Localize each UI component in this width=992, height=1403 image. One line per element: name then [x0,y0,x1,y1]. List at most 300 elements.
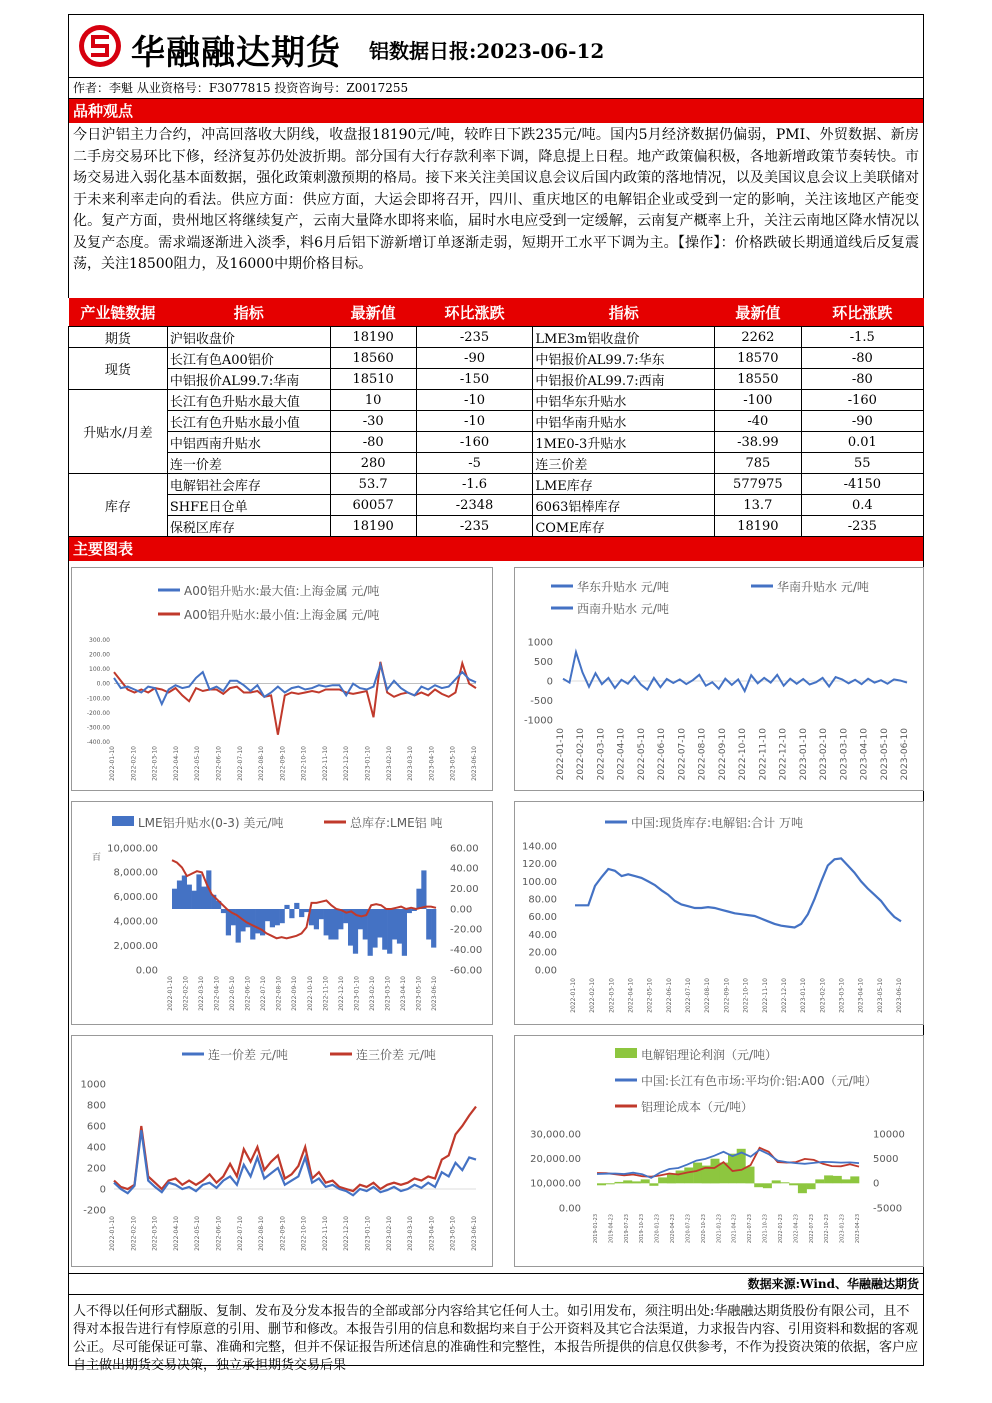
x-tick-label: 2023-04-10 [428,1216,436,1251]
indicator-cell: LME库存 [533,474,715,495]
x-tick-label: 2022-07-23 [808,1214,815,1244]
x-tick-label: 2023-04-10 [428,746,436,781]
premium-bar [402,909,407,956]
premium-bar [387,909,392,954]
x-tick-label: 2023-02-10 [368,976,376,1011]
x-tick-label: 2022-05-10 [229,976,237,1011]
x-tick-label: 2022-09-10 [717,728,728,781]
profit-bar [711,1159,720,1184]
market-view-text: 今日沪铝主力合约，冲高回落收大阴线，收盘报18190元/吨，较昨日下跌235元/吨。国内5月经济数据仍偏弱，PMI、外贸数据、新房二手房交易环比下修，经济复苏仍处波折期。部分国有大行存款利率下调，降息提上日程。地产政策偏积极，各地新增政策节奏转快。市场交易进入弱化基本面数据，强化政策刺激预期的格局。接下来关注美国议息会议后国内政策的落地情况，以及美国议息会议上美联储对于未来利率走向的看法。供应方面：供应方面，大运会即将召开，四川、重庆地区的电解铝企业或受到一定的影响，关注该地区产能变化。复产方面，贵州地区将继续复产，云南大量降水即将来临，届时水电应受到一定缓解，云南复产概率上升，关注云南地区降水情况以及复产态度。需求端逐渐进入淡季，料6月后铝下游新增订单逐渐走弱，短期开工水平下调为主。【操作】：价格跌破长期通道线后反复震荡，关注18500阻力，及16000中期价格目标。 [68,123,924,298]
x-tick-label: 2023-03-10 [407,746,415,781]
value-cell: -40 [715,411,802,432]
premium-bar [358,909,363,929]
x-tick-label: 2023-05-10 [876,978,884,1013]
category-cell: 库存 [69,474,168,537]
y-tick-label: 400 [86,1142,106,1154]
chart-china-stock [514,801,924,1025]
y-tick-label: -1000 [523,715,553,727]
y-tick-label: 300.00 [89,637,110,644]
left-tick-label: 6,000.00 [113,892,158,904]
value-cell: -80 [330,432,416,453]
premium-bar [187,885,192,909]
view-section-title: 品种观点 [68,99,924,123]
y-tick-label: -300.00 [86,724,110,732]
y-tick-label: 100.00 [522,876,557,888]
value-cell: 785 [715,453,802,474]
y-tick-label: 1000 [80,1079,106,1091]
table-row [69,453,924,474]
chart-section-title: 主要图表 [68,537,924,561]
x-tick-label: 2022-08-10 [697,728,708,781]
author-info: 作者：李魁 从业资格号：F3077815 投资咨询号：Z0017255 [68,77,924,99]
legend-min: A00铝升贴水:最小值:上海金属 元/吨 [184,608,380,622]
x-tick-label: 2022-11-10 [321,1216,329,1251]
profit-bar [658,1177,667,1183]
premium-bar [226,909,231,935]
value-cell: -80 [801,348,923,369]
profit-bar [632,1181,641,1183]
x-tick-label: 2023-06-10 [471,1216,478,1251]
value-cell: 18190 [715,516,802,537]
y-tick-label: -200.00 [86,709,110,717]
company-logo-icon [77,23,123,69]
table-header-cell: 指标 [533,298,715,327]
premium-bar [324,909,329,935]
x-tick-label: 2022-01-10 [109,1216,116,1251]
premium-bar [392,909,397,940]
x-tick-label: 2023-06-10 [900,728,910,781]
value-cell: -5 [416,453,533,474]
x-tick-label: 2023-05-10 [879,728,890,781]
x-tick-label: 2022-02-10 [130,746,138,781]
y-tick-label: 0 [99,1184,106,1196]
indicator-cell: 长江有色升贴水最大值 [167,390,330,411]
x-tick-label: 2022-07-10 [260,976,268,1011]
indicator-cell: SHFE日仓单 [167,495,330,516]
left-tick-label: 0.00 [558,1203,581,1215]
x-tick-label: 2022-09-10 [279,1216,287,1251]
x-tick-label: 2022-03-10 [596,728,607,781]
x-tick-label: 2023-05-10 [415,976,423,1011]
profit-bar [641,1179,650,1183]
premium-bar [289,909,294,918]
table-header-cell: 指标 [167,298,330,327]
right-tick-label: 10000 [873,1129,905,1141]
y-tick-label: 0.00 [96,680,110,688]
x-tick-label: 2022-10-10 [300,1216,308,1251]
value-cell: 2262 [715,327,802,348]
x-tick-label: 2023-06-10 [896,978,903,1013]
x-tick-label: 2022-04-10 [213,976,221,1011]
x-tick-label: 2022-12-10 [343,746,351,781]
profit-bar [667,1175,676,1184]
left-tick-label: 0.00 [135,965,158,977]
indicator-cell: 中铝报价AL99.7:华东 [533,348,715,369]
indicator-cell: 沪铝收盘价 [167,327,330,348]
x-tick-label: 2023-01-10 [353,976,361,1011]
x-tick-label: 2020-10-23 [700,1214,707,1244]
legend-south: 华南升贴水 元/吨 [777,580,869,594]
x-tick-label: 2022-05-10 [646,978,654,1013]
left-tick-label: 30,000.00 [530,1129,581,1141]
value-cell: 0.01 [801,432,923,453]
x-tick-label: 2022-03-10 [198,976,206,1011]
x-tick-label: 2022-02-10 [130,1216,138,1251]
y-tick-label: 80.00 [528,894,557,906]
value-cell: -30 [330,411,416,432]
premium-bar [328,909,333,940]
x-tick-label: 2023-02-10 [819,728,830,781]
value-cell: 55 [801,453,923,474]
profit-bar [676,1171,685,1184]
x-tick-label: 2023-01-10 [364,1216,372,1251]
y-tick-label: 200.00 [89,651,110,659]
legend-spread-3: 连三价差 元/吨 [356,1048,436,1062]
indicator-cell: 长江有色升贴水最小值 [167,411,330,432]
value-cell: -38.99 [715,432,802,453]
china-stock-line [575,858,901,927]
premium-bar [177,881,182,910]
x-tick-label: 2022-01-10 [167,976,174,1011]
x-tick-label: 2022-07-10 [236,746,244,781]
legend-east: 华东升贴水 元/吨 [577,580,669,594]
x-tick-label: 2020-07-23 [685,1214,692,1244]
value-cell: -2348 [416,495,533,516]
x-tick-label: 2019-01-23 [593,1214,599,1244]
premium-bar [299,909,304,917]
premium-bar [284,905,289,909]
profit-bar [649,1183,658,1186]
value-cell: 53.7 [330,474,416,495]
value-cell: -1.6 [416,474,533,495]
value-cell: 577975 [715,474,802,495]
x-tick-label: 2022-03-10 [151,746,159,781]
y-tick-label: 120.00 [522,859,557,871]
indicator-cell: 6063铝棒库存 [533,495,715,516]
series-min-line [114,662,476,735]
value-cell: -235 [801,516,923,537]
table-row [69,369,924,390]
x-tick-label: 2023-03-10 [384,976,392,1011]
x-tick-label: 2022-11-10 [322,976,330,1011]
premium-bar [221,909,226,913]
legend-spread-1: 连一价差 元/吨 [208,1048,288,1062]
series-max-line [114,665,476,704]
left-tick-label: 2,000.00 [113,940,158,952]
x-tick-label: 2022-08-10 [704,978,712,1013]
value-cell: -4150 [801,474,923,495]
right-tick-label: 60.00 [450,843,479,855]
value-cell: -90 [801,411,923,432]
left-tick-label: 4,000.00 [113,916,158,928]
x-tick-label: 2022-04-10 [172,1216,180,1251]
profit-bar [763,1183,772,1188]
value-cell: 0.4 [801,495,923,516]
indicator-cell: 中铝报价AL99.7:华南 [167,369,330,390]
premium-bar [182,876,187,910]
x-tick-label: 2022-02-10 [576,728,587,781]
x-tick-label: 2022-09-10 [279,746,287,781]
profit-bar [789,1183,798,1185]
premium-bar [426,909,431,940]
chart-profit-cost [514,1035,924,1267]
profit-bar [597,1183,606,1185]
x-tick-label: 2023-02-10 [385,1216,393,1251]
indicator-cell: 连三价差 [533,453,715,474]
value-cell: 18190 [330,327,416,348]
legend-lme-stock: 总库存:LME铝 吨 [350,816,443,830]
legend-a00-price: 中国:长江有色市场:平均价:铝:A00（元/吨） [641,1074,877,1088]
premium-bar [421,870,426,909]
y-tick-label: 500 [533,656,553,668]
y-tick-label: -400.00 [86,739,110,746]
x-tick-label: 2023-02-10 [819,978,827,1013]
indicator-cell: 中铝华东升贴水 [533,390,715,411]
x-tick-label: 2023-03-10 [839,728,850,781]
table-row [69,432,924,453]
profit-bar [693,1163,702,1184]
x-tick-label: 2022-07-10 [236,1216,244,1251]
x-tick-label: 2022-04-10 [616,728,627,781]
y-tick-label: 200 [86,1163,106,1175]
premium-bar [416,889,421,909]
x-tick-label: 2023-03-10 [407,1216,415,1251]
charts-area [68,561,924,1273]
x-tick-label: 2022-06-10 [244,976,252,1011]
y-tick-label: -100.00 [86,695,110,703]
x-tick-label: 2022-02-10 [589,978,597,1013]
x-tick-label: 2022-06-10 [215,746,223,781]
profit-bar [623,1180,632,1183]
profit-bar [815,1179,824,1183]
category-cell: 现货 [69,348,168,390]
legend-lme-premium-swatch [112,816,134,826]
premium-bar [368,909,373,956]
left-tick-label: 10,000.00 [530,1178,581,1190]
profit-bar [807,1183,816,1189]
legend-profit: 电解铝理论利润（元/吨） [641,1048,778,1062]
x-tick-label: 2022-12-10 [337,976,345,1011]
indicator-cell: LME3m铝收盘价 [533,327,715,348]
x-tick-label: 2022-11-10 [321,746,329,781]
indicator-cell: 中铝华南升贴水 [533,411,715,432]
y-tick-label: 0.00 [534,965,557,977]
y-tick-label: 0 [546,676,553,688]
left-tick-label: 10,000.00 [107,843,158,855]
table-header-row [69,298,924,327]
x-tick-label: 2022-11-10 [758,728,769,781]
profit-bar [798,1183,807,1193]
value-cell: -235 [416,327,533,348]
x-tick-label: 2022-10-10 [306,976,314,1011]
premium-bar [348,909,353,946]
legend-southwest: 西南升贴水 元/吨 [577,602,669,616]
value-cell: 280 [330,453,416,474]
x-tick-label: 2023-04-10 [399,976,407,1011]
x-tick-label: 2023-02-10 [385,746,393,781]
right-tick-label: 5000 [873,1154,899,1165]
value-cell: 13.7 [715,495,802,516]
company-name: 华融融达期货 [131,33,341,73]
premium-bar [338,909,343,929]
table-row [69,495,924,516]
x-tick-label: 2022-05-10 [636,728,647,781]
chart-calendar-spread [71,1035,493,1267]
profit-bar [606,1183,615,1184]
x-tick-label: 2022-01-10 [556,728,566,781]
legend-lme-premium: LME铝升贴水(0-3) 美元/吨 [138,816,284,830]
value-cell: -100 [715,390,802,411]
indicator-cell: 长江有色A00铝价 [167,348,330,369]
indicator-cell: 电解铝社会库存 [167,474,330,495]
left-axis-unit-label: 百 [92,853,102,863]
y-tick-label: 140.00 [522,841,557,853]
table-row [69,348,924,369]
legend-china-stock: 中国:现货库存:电解铝:合计 万吨 [631,816,803,830]
report-header [68,14,924,77]
x-tick-label: 2022-12-10 [778,728,789,781]
legend-cost: 铝理论成本（元/吨） [641,1100,754,1114]
x-tick-label: 2023-01-23 [839,1214,846,1244]
premium-bar [333,909,338,940]
indicator-cell: 1ME0-3升贴水 [533,432,715,453]
right-tick-label: -60.00 [450,965,483,977]
report-title: 铝数据日报:2023-06-12 [369,39,605,63]
category-cell: 升贴水/月差 [69,390,168,474]
report-frame [68,14,924,1373]
premium-bar [275,909,280,925]
x-tick-label: 2022-06-10 [215,1216,223,1251]
spread-1-line [114,1130,476,1195]
table-header-cell: 产业链数据 [69,298,168,327]
y-tick-label: -500 [530,695,553,707]
x-tick-label: 2023-01-10 [800,978,808,1013]
x-tick-label: 2022-06-10 [657,728,668,781]
profit-bar [824,1175,833,1183]
right-tick-label: -40.00 [450,945,483,956]
x-tick-label: 2022-04-10 [627,978,635,1013]
table-row [69,516,924,537]
x-tick-label: 2023-04-10 [857,978,865,1013]
x-tick-label: 2019-10-23 [639,1214,646,1244]
x-tick-label: 2022-10-10 [742,978,750,1013]
x-tick-label: 2021-04-23 [731,1214,738,1244]
disclaimer-text: 人不得以任何形式翻版、复制、发布及分发本报告的全部或部分内容给其它任何人士。如引用发布，须注明出处:华融融达期货股份有限公司，且不得对本报告进行有悖原意的引用、删节和修改。本报告引用的信息和数据均来自于公开资料及其它合法渠道，力求报告内容、引用资料和数据的客观公正。尽可能保证可靠、准确和完整，但并不保证报告所述信息的准确性和完整性，本报告所提供的信息仅供参考，不作为投资决策的依据，客户应自主做出期货交易决策，独立承担期货交易后果 [68,1295,924,1366]
x-tick-label: 2022-12-10 [343,1216,351,1251]
indicator-cell: COME库存 [533,516,715,537]
x-tick-label: 2023-01-10 [798,728,809,781]
table-header-cell: 环比涨跌 [416,298,533,327]
profit-bar [833,1176,842,1183]
right-tick-label: 0.00 [450,904,473,916]
y-tick-label: 100.00 [89,666,110,674]
value-cell: 18550 [715,369,802,390]
left-tick-label: 8,000.00 [113,867,158,879]
x-tick-label: 2022-05-10 [194,1216,202,1251]
x-tick-label: 2023-05-10 [449,1216,457,1251]
right-tick-label: 20.00 [450,884,479,895]
left-tick-label: 20,000.00 [530,1154,581,1165]
table-row [69,474,924,495]
premium-bar [294,903,299,909]
indicator-cell: 中铝西南升贴水 [167,432,330,453]
value-cell: -1.5 [801,327,923,348]
premium-bar [431,909,436,948]
legend-profit-swatch [615,1048,637,1058]
x-tick-label: 2022-07-10 [685,978,693,1013]
indicator-cell: 中铝报价AL99.7:西南 [533,369,715,390]
x-tick-label: 2023-03-10 [838,978,846,1013]
value-cell: 18570 [715,348,802,369]
x-tick-label: 2022-07-10 [677,728,688,781]
profit-bar [615,1182,624,1184]
y-tick-label: 600 [86,1121,106,1133]
value-cell: 60057 [330,495,416,516]
x-tick-label: 2022-01-10 [109,746,116,781]
premium-bar [172,889,177,909]
premium-bar [270,909,275,927]
y-tick-label: 1000 [527,637,553,649]
data-source: 数据来源:Wind、华融融达期货 [68,1273,924,1295]
x-tick-label: 2023-05-10 [449,746,457,781]
value-cell: 18190 [330,516,416,537]
profit-bar [850,1176,859,1183]
value-cell: 18510 [330,369,416,390]
premium-bar [280,909,285,923]
value-cell: -160 [801,390,923,411]
x-tick-label: 2022-06-10 [665,978,673,1013]
premium-bar [382,909,387,950]
x-tick-label: 2022-04-10 [172,746,180,781]
premium-bar [201,887,206,909]
x-tick-label: 2020-04-23 [670,1214,677,1244]
profit-bar [780,1182,789,1183]
right-tick-label: 40.00 [450,863,479,875]
profit-bar [746,1167,755,1184]
value-cell: 10 [330,390,416,411]
table-header-cell: 最新值 [330,298,416,327]
x-tick-label: 2019-04-23 [608,1214,615,1244]
value-cell: -235 [416,516,533,537]
table-row [69,390,924,411]
premium-bar [196,874,201,909]
table-row [69,411,924,432]
premium-bar [192,891,197,909]
x-tick-label: 2021-07-23 [747,1214,754,1244]
indicator-cell: 保税区库存 [167,516,330,537]
x-tick-label: 2021-10-23 [762,1214,769,1244]
right-tick-label: -20.00 [450,924,483,936]
premium-bar [319,909,324,919]
value-cell: -10 [416,390,533,411]
legend-max: A00铝升贴水:最大值:上海金属 元/吨 [184,584,380,598]
x-tick-label: 2022-09-10 [723,978,731,1013]
x-tick-label: 2023-04-23 [855,1214,861,1244]
premium-bar [377,909,382,938]
profit-bar [772,1180,781,1183]
y-tick-label: 60.00 [528,912,557,924]
premium-bar [304,909,309,912]
x-tick-label: 2022-02-10 [182,976,190,1011]
x-tick-label: 2023-06-10 [471,746,478,781]
premium-bar [314,909,319,929]
x-tick-label: 2023-06-10 [431,976,438,1011]
x-tick-label: 2022-08-10 [258,1216,266,1251]
value-cell: -90 [416,348,533,369]
x-tick-label: 2022-09-10 [291,976,299,1011]
chart-lme-premium-stock [71,801,493,1025]
x-tick-label: 2023-01-10 [364,746,372,781]
